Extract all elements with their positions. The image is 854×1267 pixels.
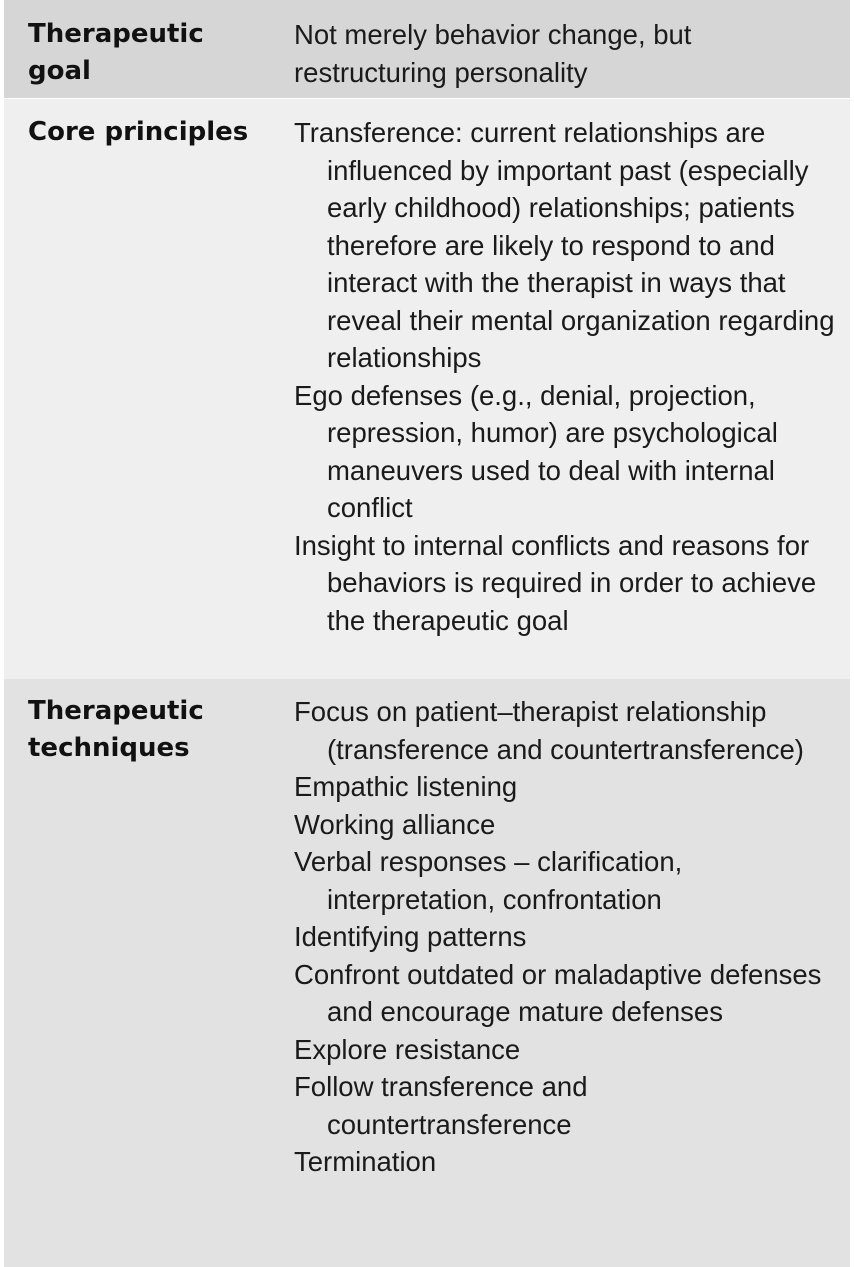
principle-item: Transference: current relationships are influenced by important past (especially early childhood) relationships; patients therefore are likely to respond to and interact with the therapist in ways that reveal their mental organization regarding relationships bbox=[294, 117, 835, 373]
technique-item: Working alliance bbox=[294, 808, 496, 840]
technique-item: Empathic listening bbox=[294, 771, 518, 802]
row-content-therapeutic-goal bbox=[270, 16, 850, 98]
technique-item: Explore resistance bbox=[294, 1033, 521, 1065]
row-content-therapeutic-techniques bbox=[270, 693, 850, 1267]
technique-item: Confront outdated or maladaptive defenses and encourage mature defenses bbox=[294, 958, 822, 1027]
goal-text: Not merely behavior change, but restructuring personality bbox=[294, 19, 692, 88]
row-content-core-principles bbox=[270, 114, 850, 679]
technique-item: Termination bbox=[294, 1146, 437, 1177]
principle-item: Insight to internal conflicts and reasons for behaviors is required in order to achieve the therapeutic goal bbox=[294, 529, 817, 636]
therapy-table bbox=[4, 0, 850, 1267]
technique-item: Follow transference and countertransference bbox=[294, 1071, 588, 1140]
row-label-therapeutic-goal: Therapeutic goal bbox=[28, 19, 204, 86]
technique-item: Verbal responses – clarification, interpretation, confrontation bbox=[294, 846, 683, 915]
technique-item: Identifying patterns bbox=[294, 921, 527, 952]
row-core-principles bbox=[4, 98, 850, 679]
row-therapeutic-goal bbox=[4, 0, 850, 98]
row-label-therapeutic-techniques: Therapeutic techniques bbox=[28, 696, 204, 763]
principle-item: Ego defenses (e.g., denial, projection, repression, humor) are psychological maneuvers used to deal with internal conflict bbox=[294, 379, 778, 523]
row-therapeutic-techniques bbox=[4, 679, 850, 1267]
row-label-core-principles: Core principles bbox=[28, 117, 249, 147]
technique-item: Focus on patient–therapist relationship (transference and countertransference) bbox=[294, 696, 804, 765]
